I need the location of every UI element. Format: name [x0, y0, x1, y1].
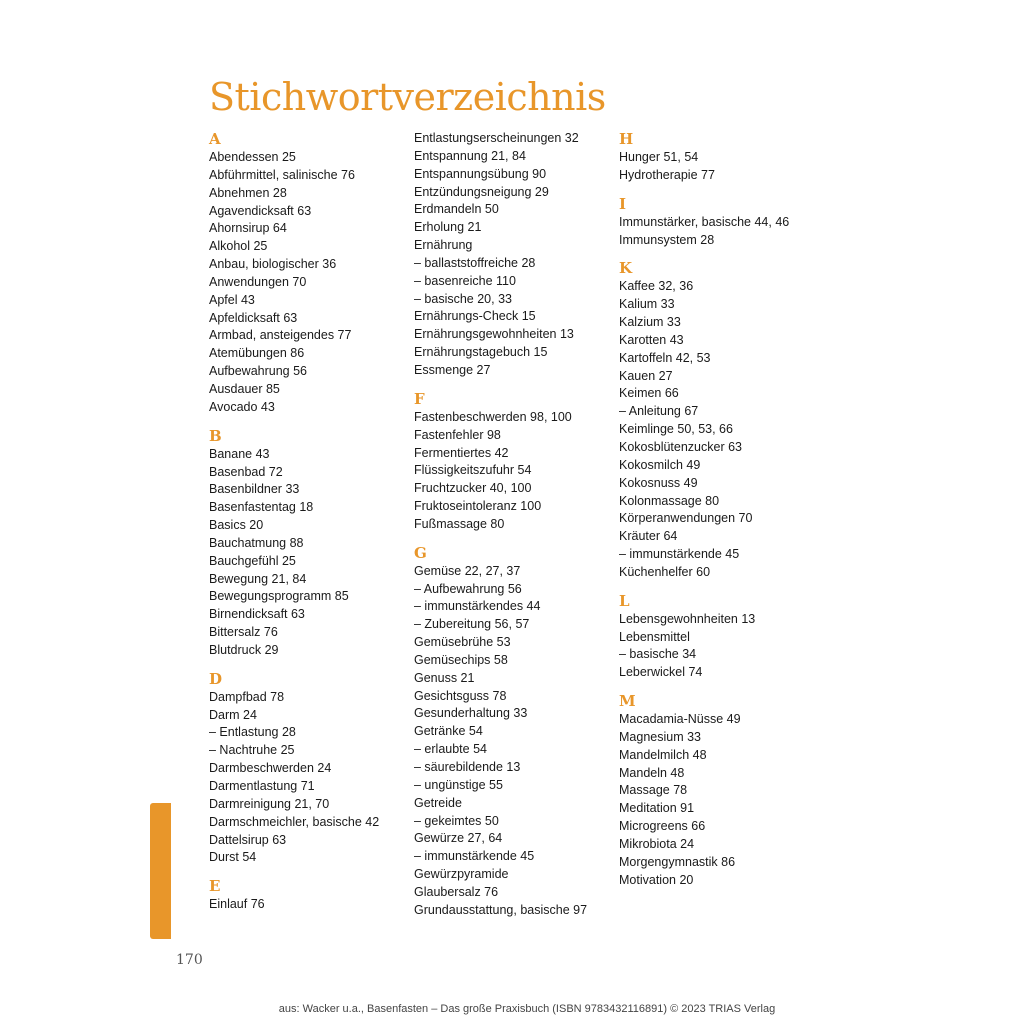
index-entry: Kaffee 32, 36 — [619, 279, 694, 294]
index-entry: Durst 54 — [209, 850, 257, 865]
index-entry: Avocado 43 — [209, 399, 275, 414]
index-entry: Entlastungserscheinungen 32 — [414, 131, 579, 145]
index-entry: Immunstärker, basische 44, 46 — [619, 214, 790, 229]
index-entry: Anbau, biologischer 36 — [209, 257, 337, 272]
index-entry: Erdmandeln 50 — [414, 202, 499, 217]
index-entry: Basenbildner 33 — [209, 482, 300, 497]
index-column-1 — [209, 130, 409, 924]
index-entry: – Entlastung 28 — [209, 725, 296, 740]
index-entry: Basenfastentag 18 — [209, 500, 314, 515]
section-letter: M — [619, 692, 636, 711]
index-entry: Alkohol 25 — [209, 239, 268, 254]
index-entry: – erlaubte 54 — [414, 742, 487, 757]
index-entry: Ernährungs-Check 15 — [414, 309, 536, 324]
index-entry: Kalzium 33 — [619, 315, 681, 330]
index-entry: Gesichtsguss 78 — [414, 688, 507, 703]
index-section — [414, 390, 614, 534]
index-section — [209, 427, 409, 660]
index-entry: – ungünstige 55 — [414, 777, 503, 792]
index-entry: Getränke 54 — [414, 724, 483, 739]
index-entry: Ernährungstagebuch 15 — [414, 345, 548, 360]
index-entry: – Zubereitung 56, 57 — [414, 617, 530, 632]
section-letter: K — [619, 259, 633, 278]
index-entry: Flüssigkeitszufuhr 54 — [414, 463, 532, 478]
index-entry: Körperanwendungen 70 — [619, 511, 753, 526]
index-entry: Kokosnuss 49 — [619, 475, 698, 490]
index-entry: – ballaststoffreiche 28 — [414, 255, 536, 270]
index-entry: Macadamia-Nüsse 49 — [619, 712, 741, 727]
index-entry: Leberwickel 74 — [619, 665, 703, 680]
index-entry: Armbad, ansteigendes 77 — [209, 328, 352, 343]
index-entry: Gemüsebrühe 53 — [414, 635, 511, 650]
index-entry: Fruchtzucker 40, 100 — [414, 481, 532, 496]
index-entry: Bewegungsprogramm 85 — [209, 589, 349, 604]
index-entry: Bauchatmung 88 — [209, 535, 304, 550]
index-entry: Ahornsirup 64 — [209, 221, 287, 236]
index-entry: Blutdruck 29 — [209, 642, 279, 657]
page-number: 170 — [176, 952, 203, 968]
index-entry: Abnehmen 28 — [209, 185, 287, 200]
index-entry: Keimen 66 — [619, 386, 679, 401]
index-entry: Dampfbad 78 — [209, 689, 285, 704]
index-entry: Kartoffeln 42, 53 — [619, 350, 711, 365]
index-entry: Karotten 43 — [619, 332, 684, 347]
index-entry: – immunstärkendes 44 — [414, 599, 541, 614]
index-entry: Darmschmeichler, basische 42 — [209, 814, 380, 829]
index-entry: Massage 78 — [619, 783, 688, 798]
index-entry: Basics 20 — [209, 518, 264, 533]
index-entry: Getreide — [414, 795, 462, 810]
index-entry: Gewürzpyramide — [414, 867, 509, 882]
index-entry: – basische 34 — [619, 647, 697, 662]
section-letter: H — [619, 130, 634, 148]
index-entry: Anwendungen 70 — [209, 274, 307, 289]
index-entry: – basische 20, 33 — [414, 291, 512, 306]
index-entry: Microgreens 66 — [619, 819, 706, 834]
chapter-tab-marker — [150, 803, 171, 939]
section-letter: D — [209, 669, 223, 688]
index-entry: Essmenge 27 — [414, 362, 491, 377]
index-section — [414, 130, 614, 380]
index-entry: Aufbewahrung 56 — [209, 364, 307, 379]
index-entry: Fußmassage 80 — [414, 516, 505, 531]
footer-citation: aus: Wacker u.a., Basenfasten – Das große Praxisbuch (ISBN 9783432116891) © 2023 TRIAS Verlag — [278, 1003, 776, 1015]
index-entry: Motivation 20 — [619, 872, 694, 887]
index-entry: Glaubersalz 76 — [414, 884, 499, 899]
index-entry: Entspannungsübung 90 — [414, 166, 547, 181]
index-entry: Darmentlastung 71 — [209, 779, 315, 793]
index-entry: Kokosblütenzucker 63 — [619, 439, 742, 454]
section-letter: L — [619, 591, 630, 610]
section-letter: B — [209, 426, 222, 445]
index-entry: Magnesium 33 — [619, 729, 701, 744]
index-entry: Gesunderhaltung 33 — [414, 706, 528, 721]
index-entry: Agavendicksaft 63 — [209, 203, 312, 218]
index-entry: Morgengymnastik 86 — [619, 854, 736, 869]
index-entry: Apfeldicksaft 63 — [209, 310, 298, 325]
index-entry: Grundausstattung, basische 97 — [414, 902, 588, 917]
index-entry: Hydrotherapie 77 — [619, 167, 715, 182]
index-section — [209, 877, 409, 914]
index-entry: Fermentiertes 42 — [414, 445, 509, 460]
index-entry: Ernährungsgewohnheiten 13 — [414, 327, 574, 342]
index-entry: Kalium 33 — [619, 297, 675, 312]
section-letter: A — [209, 130, 221, 148]
index-entry: Mikrobiota 24 — [619, 837, 695, 851]
index-entry: Apfel 43 — [209, 292, 255, 307]
index-entry: Lebensmittel — [619, 629, 690, 644]
index-entry: Darmreinigung 21, 70 — [209, 796, 330, 811]
index-section — [414, 544, 614, 920]
index-entry: Bewegung 21, 84 — [209, 571, 307, 586]
index-entry: Immunsystem 28 — [619, 232, 715, 247]
index-section — [619, 592, 819, 682]
index-entry: Entspannung 21, 84 — [414, 148, 526, 163]
index-entry: Abführmittel, salinische 76 — [209, 167, 355, 182]
index-entry: Kauen 27 — [619, 368, 673, 383]
index-entry: Hunger 51, 54 — [619, 150, 699, 164]
index-entry: Fastenbeschwerden 98, 100 — [414, 409, 572, 424]
index-entry: Ausdauer 85 — [209, 381, 280, 396]
index-entry: Genuss 21 — [414, 670, 475, 685]
index-section — [619, 259, 819, 581]
index-entry: – Anleitung 67 — [619, 404, 699, 419]
index-entry: Gemüsechips 58 — [414, 652, 508, 667]
index-entry: Fastenfehler 98 — [414, 427, 501, 442]
index-section — [209, 670, 409, 867]
index-section — [619, 195, 819, 250]
index-entry: Kräuter 64 — [619, 529, 678, 544]
index-entry: Ernährung — [414, 238, 473, 253]
index-entry: Einlauf 76 — [209, 897, 265, 912]
section-letter: F — [414, 389, 425, 408]
index-entry: Basenbad 72 — [209, 464, 283, 479]
index-entry: Abendessen 25 — [209, 150, 296, 164]
index-entry: Gemüse 22, 27, 37 — [414, 563, 521, 578]
index-entry: Mandeln 48 — [619, 765, 685, 780]
section-letter: I — [619, 194, 627, 213]
index-entry: – immunstärkende 45 — [414, 849, 535, 864]
index-entry: – Nachtruhe 25 — [209, 743, 295, 758]
index-entry: Erholung 21 — [414, 220, 482, 235]
index-entry: Gewürze 27, 64 — [414, 831, 503, 846]
index-entry: Darmbeschwerden 24 — [209, 761, 332, 776]
index-entry: Bittersalz 76 — [209, 625, 278, 640]
index-entry: Kolonmassage 80 — [619, 493, 720, 508]
index-section — [619, 692, 819, 889]
index-entry: Küchenhelfer 60 — [619, 564, 711, 579]
index-entry: Bauchgefühl 25 — [209, 553, 296, 568]
index-entry: Darm 24 — [209, 707, 257, 722]
index-entry: Mandelmilch 48 — [619, 747, 707, 762]
index-column-2 — [414, 130, 614, 930]
index-entry: – basenreiche 110 — [414, 273, 516, 288]
index-column-3 — [619, 130, 819, 900]
section-letter: G — [414, 543, 427, 562]
index-section — [209, 130, 409, 417]
index-entry: – säurebildende 13 — [414, 760, 521, 774]
index-entry: Meditation 91 — [619, 801, 695, 816]
section-letter: E — [209, 877, 221, 896]
index-entry: Lebensgewohnheiten 13 — [619, 611, 756, 626]
index-entry: Fruktoseintoleranz 100 — [414, 499, 542, 514]
index-entry: – immunstärkende 45 — [619, 547, 740, 562]
index-entry: Entzündungsneigung 29 — [414, 184, 549, 199]
index-entry: Keimlinge 50, 53, 66 — [619, 422, 733, 437]
index-entry: Atemübungen 86 — [209, 346, 305, 361]
index-entry: Banane 43 — [209, 446, 270, 461]
index-entry: Kokosmilch 49 — [619, 457, 701, 472]
page-title: Stichwortverzeichnis — [209, 75, 606, 119]
index-entry: Dattelsirup 63 — [209, 832, 287, 847]
index-section — [619, 130, 819, 185]
index-entry: – Aufbewahrung 56 — [414, 581, 522, 596]
index-entry: Birnendicksaft 63 — [209, 607, 305, 622]
index-entry: – gekeimtes 50 — [414, 813, 499, 828]
